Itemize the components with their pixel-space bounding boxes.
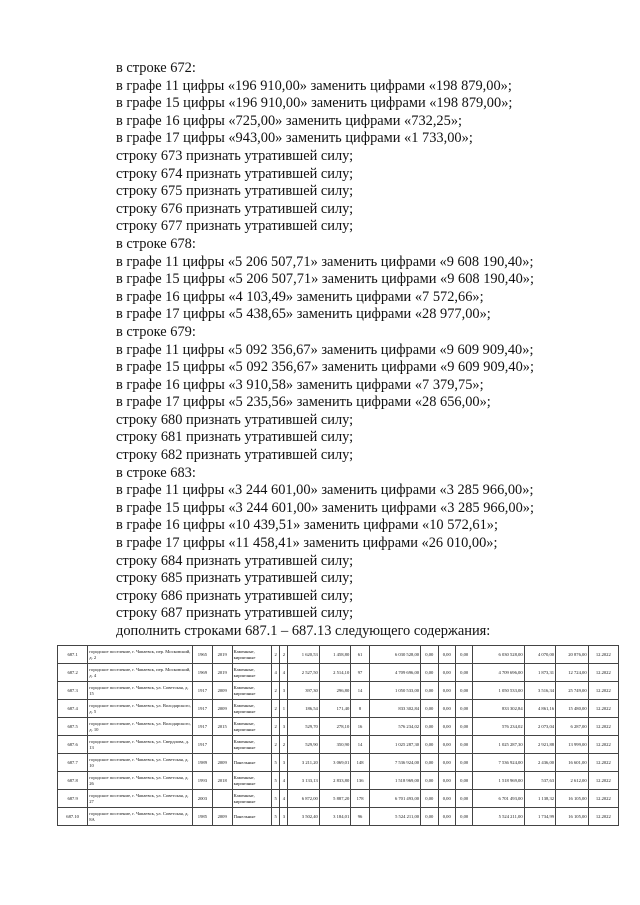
table-cell: 4	[280, 790, 288, 808]
table-cell: 2 833,80	[319, 772, 350, 790]
table-cell: 3 069,01	[319, 754, 350, 772]
table-cell: 97	[351, 664, 370, 682]
table-cell: 12.2022	[588, 682, 618, 700]
table-cell: 12.2022	[588, 790, 618, 808]
table-cell: 296,80	[319, 682, 350, 700]
table-cell: 0,00	[438, 736, 455, 754]
table-row	[58, 754, 619, 772]
table-cell: 2 527,50	[288, 664, 319, 682]
table-cell: 2 073,04	[524, 718, 555, 736]
text-line: в графе 15 цифры «3 244 601,00» заменить цифрами «3 285 966,00»;	[116, 499, 534, 516]
table-cell: 2 514,10	[319, 664, 350, 682]
table-cell: 1 138,32	[524, 790, 555, 808]
table-cell: 6 701 493,00	[473, 790, 524, 808]
table-cell: 6 701 493,00	[369, 790, 420, 808]
table-cell	[212, 790, 232, 808]
table-cell: 687.7	[58, 754, 88, 772]
table-cell: городское поселение, г. Чапаевск, ул. Советская, д. 27	[88, 790, 193, 808]
text-line: строку 680 признать утратившей силу;	[116, 411, 354, 428]
table-cell: 4 709 696,00	[473, 664, 524, 682]
table-cell: 687.9	[58, 790, 88, 808]
table-cell: 0,00	[438, 700, 455, 718]
table-cell: городское поселение, г. Чапаевск, ул. Советская, д. 15	[88, 682, 193, 700]
table-cell: 0,00	[455, 772, 472, 790]
text-line: в строке 678:	[116, 235, 196, 252]
table-cell: 16	[351, 718, 370, 736]
table-cell: 1917	[193, 718, 213, 736]
text-line: в графе 17 цифры «5 438,65» заменить цифрами «28 977,00»;	[116, 306, 491, 323]
table-cell: 833 302,84	[369, 700, 420, 718]
table-cell: 12.2022	[588, 736, 618, 754]
table-cell: 12.2022	[588, 754, 618, 772]
table-cell: 2009	[212, 754, 232, 772]
text-line: в графе 17 цифры «943,00» заменить цифрами «1 733,00»;	[116, 130, 473, 147]
table-cell: 0,00	[455, 682, 472, 700]
table-cell: городское поселение, г. Чапаевск, ул. Володарского, д. 10	[88, 718, 193, 736]
table-cell: городское поселение, г. Чапаевск, ул. Свердлова, д. 13	[88, 736, 193, 754]
table-row	[58, 718, 619, 736]
amendment-text	[116, 60, 616, 641]
table-cell: Каменные, кирпичные	[232, 736, 272, 754]
table-cell: 0,00	[455, 700, 472, 718]
table-cell: 178	[351, 790, 370, 808]
table-cell: 1 458,80	[319, 646, 350, 664]
table-cell: 687.2	[58, 664, 88, 682]
table-cell: 0,00	[455, 718, 472, 736]
table-row	[58, 772, 619, 790]
table-cell: 5	[272, 754, 280, 772]
table-cell: Каменные, кирпичные	[232, 664, 272, 682]
table-cell: 1989	[193, 754, 213, 772]
text-line: в графе 16 цифры «4 103,49» заменить цифрами «7 572,66»;	[116, 288, 484, 305]
table-cell: 2019	[212, 646, 232, 664]
text-line: строку 675 признать утратившей силу;	[116, 183, 354, 200]
table-row	[58, 646, 619, 664]
table-cell: 0,00	[421, 718, 438, 736]
table-cell: 687.1	[58, 646, 88, 664]
text-line: в графе 16 цифры «3 910,58» заменить цифрами «7 379,75»;	[116, 376, 484, 393]
table-cell: 350,90	[319, 736, 350, 754]
table-cell: 2015	[212, 718, 232, 736]
table-cell: Каменные, кирпичные	[232, 646, 272, 664]
table-cell: 0,00	[438, 646, 455, 664]
table-cell: 0,00	[421, 808, 438, 826]
table-cell: 0,00	[455, 736, 472, 754]
table-cell: 2003	[193, 790, 213, 808]
table-cell: 171,40	[319, 700, 350, 718]
table-cell: 2	[272, 646, 280, 664]
table-cell: 0,00	[455, 664, 472, 682]
table-cell: 3	[280, 682, 288, 700]
table-cell: 278,10	[319, 718, 350, 736]
table-cell: 687.6	[58, 736, 88, 754]
table-cell: 397,30	[288, 682, 319, 700]
table-cell: 13 999,00	[556, 736, 589, 754]
table-cell: 0,00	[438, 754, 455, 772]
table-cell: 3	[280, 808, 288, 826]
table-cell: 0,00	[438, 808, 455, 826]
table-cell: 2 436,00	[524, 754, 555, 772]
text-line: в строке 679:	[116, 323, 196, 340]
text-line: в графе 17 цифры «11 458,41» заменить цифрами «26 010,00»;	[116, 535, 498, 552]
table-cell: 4	[280, 664, 288, 682]
table-cell: 529,70	[288, 718, 319, 736]
table-cell: городское поселение, г. Чапаевск, пер. Московский, д. 2	[88, 646, 193, 664]
table-cell: 25 749,00	[556, 682, 589, 700]
table-cell: 5 887,20	[319, 790, 350, 808]
table-row	[58, 682, 619, 700]
table-cell: 0,00	[421, 736, 438, 754]
table-cell: 3 502,40	[288, 808, 319, 826]
table-cell: 0,00	[455, 754, 472, 772]
table-cell: 1969	[193, 664, 213, 682]
table-cell: 2009	[212, 700, 232, 718]
table-row	[58, 808, 619, 826]
table-cell: 20 876,00	[556, 646, 589, 664]
housing-table	[57, 645, 619, 826]
table-cell: 5	[272, 808, 280, 826]
table-cell: 1965	[193, 646, 213, 664]
table-cell: 0,00	[455, 808, 472, 826]
text-line: в графе 15 цифры «5 092 356,67» заменить цифрами «9 609 909,40»;	[116, 359, 534, 376]
text-line: строку 676 признать утратившей силу;	[116, 200, 354, 217]
table-cell: 1 873,31	[524, 664, 555, 682]
table-cell: 537,63	[524, 772, 555, 790]
text-line: строку 674 признать утратившей силу;	[116, 165, 354, 182]
table-cell: 2019	[212, 664, 232, 682]
table-cell: 14	[351, 682, 370, 700]
text-line: строку 686 признать утратившей силу;	[116, 587, 354, 604]
table-cell: 186,54	[288, 700, 319, 718]
table-cell: 0,00	[421, 664, 438, 682]
text-line: строку 682 признать утратившей силу;	[116, 447, 354, 464]
table-cell: Панельные	[232, 808, 272, 826]
table-cell: городское поселение, г. Чапаевск, ул. Володарского, д. 5	[88, 700, 193, 718]
table-cell: 1917	[193, 736, 213, 754]
table-cell: 4	[272, 664, 280, 682]
table-cell: 2	[280, 646, 288, 664]
table-cell: Каменные, кирпичные	[232, 718, 272, 736]
table-cell: Каменные, кирпичные	[232, 700, 272, 718]
text-line: в графе 15 цифры «5 206 507,71» заменить цифрами «9 608 190,40»;	[116, 271, 534, 288]
table-cell: 2009	[212, 682, 232, 700]
table-cell: 2 612,00	[556, 772, 589, 790]
table-cell: 2009	[212, 808, 232, 826]
text-line: дополнить строками 687.1 – 687.13 следующего содержания:	[116, 623, 491, 639]
table-row	[58, 664, 619, 682]
table-cell: 8	[351, 700, 370, 718]
text-line: строку 673 признать утратившей силу;	[116, 147, 354, 164]
table-cell: 1917	[193, 700, 213, 718]
table-cell: 136	[351, 772, 370, 790]
table-cell: 16 601,00	[556, 754, 589, 772]
table-cell: 1 518 969,00	[473, 772, 524, 790]
table-cell: 1 734,99	[524, 808, 555, 826]
table-cell: Панельные	[232, 754, 272, 772]
text-line: в графе 17 цифры «5 235,56» заменить цифрами «28 656,00»;	[116, 394, 491, 411]
table-cell: городское поселение, г. Чапаевск, ул. Советская, д. 8А	[88, 808, 193, 826]
table-cell: 6 872,00	[288, 790, 319, 808]
table-cell: 0,00	[455, 646, 472, 664]
table-cell: 2 921,88	[524, 736, 555, 754]
table-cell: 687.4	[58, 700, 88, 718]
text-line: в графе 16 цифры «725,00» заменить цифрами «732,25»;	[116, 112, 463, 129]
table-cell: 576 234,02	[473, 718, 524, 736]
table-cell: 12.2022	[588, 772, 618, 790]
text-line: в графе 11 цифры «196 910,00» заменить цифрами «198 879,00»;	[116, 77, 512, 94]
table-cell: 14	[351, 736, 370, 754]
table-cell: 1 620,53	[288, 646, 319, 664]
table-cell: 4 861,16	[524, 700, 555, 718]
table-cell: городское поселение, г. Чапаевск, ул. Советская, д. 26	[88, 772, 193, 790]
table-cell: 12.2022	[588, 646, 618, 664]
table-cell: 7 536 924,00	[473, 754, 524, 772]
text-line: в графе 16 цифры «10 439,51» заменить цифрами «10 572,61»;	[116, 517, 498, 534]
table-cell: 2	[272, 682, 280, 700]
table-cell: 529,90	[288, 736, 319, 754]
table-cell: 0,00	[455, 790, 472, 808]
table-cell: 6 030 528,00	[473, 646, 524, 664]
text-line: в строке 683:	[116, 464, 196, 481]
table-cell: 5	[272, 772, 280, 790]
table-cell: городское поселение, г. Чапаевск, пер. Московский, д. 4	[88, 664, 193, 682]
table-cell: 833 302,84	[473, 700, 524, 718]
table-cell: 0,00	[421, 646, 438, 664]
table-cell: 0,00	[438, 790, 455, 808]
table-cell: 12.2022	[588, 718, 618, 736]
table-cell: 687.3	[58, 682, 88, 700]
table-cell: 1 050 533,00	[369, 682, 420, 700]
text-line: в графе 11 цифры «5 206 507,71» заменить цифрами «9 608 190,40»;	[116, 253, 534, 270]
table-cell: 2	[272, 718, 280, 736]
table-cell: 148	[351, 754, 370, 772]
table-cell: 3 516,34	[524, 682, 555, 700]
table-cell: 687.10	[58, 808, 88, 826]
text-line: строку 684 признать утратившей силу;	[116, 552, 354, 569]
table-cell: 7 536 924,00	[369, 754, 420, 772]
table-cell: 0,00	[438, 718, 455, 736]
table-cell: 5	[272, 790, 280, 808]
table-cell: 0,00	[438, 682, 455, 700]
table-cell: 96	[351, 808, 370, 826]
text-line: строку 685 признать утратившей силу;	[116, 570, 354, 587]
table-cell: 4	[280, 772, 288, 790]
table-cell: 3	[280, 754, 288, 772]
table-cell: 1 518 969,00	[369, 772, 420, 790]
table-cell: 0,00	[438, 664, 455, 682]
table-cell: 12.2022	[588, 664, 618, 682]
table-cell: 687.5	[58, 718, 88, 736]
table-cell: 0,00	[421, 790, 438, 808]
table-cell: 16 105,00	[556, 808, 589, 826]
table-cell: 4 070,00	[524, 646, 555, 664]
table-cell: 16 105,00	[556, 790, 589, 808]
table-cell	[212, 736, 232, 754]
text-line: в графе 15 цифры «196 910,00» заменить цифрами «198 879,00»;	[116, 95, 513, 112]
table-cell: 6 287,00	[556, 718, 589, 736]
table-row	[58, 736, 619, 754]
text-line: строку 681 признать утратившей силу;	[116, 429, 354, 446]
table-cell: 3 184,01	[319, 808, 350, 826]
table-cell: 576 234,02	[369, 718, 420, 736]
table-cell: 2018	[212, 772, 232, 790]
text-line: в графе 11 цифры «3 244 601,00» заменить цифрами «3 285 966,00»;	[116, 482, 534, 499]
table-cell: 687.8	[58, 772, 88, 790]
table-cell: 4 709 696,00	[369, 664, 420, 682]
table-cell: Каменные, кирпичные	[232, 682, 272, 700]
table-cell: 2	[280, 736, 288, 754]
table-cell: 0,00	[421, 772, 438, 790]
table-cell: 5 524 211,00	[473, 808, 524, 826]
table-cell: городское поселение, г. Чапаевск, ул. Советская, д. 10	[88, 754, 193, 772]
table-cell: 1993	[193, 772, 213, 790]
table-cell: 2	[272, 736, 280, 754]
table-cell: 15 480,00	[556, 700, 589, 718]
table-row	[58, 700, 619, 718]
table-cell: 1 025 287,30	[369, 736, 420, 754]
table-cell: 12.2022	[588, 808, 618, 826]
table-cell: 12 724,00	[556, 664, 589, 682]
table-cell: 2	[272, 700, 280, 718]
table-cell: 0,00	[421, 700, 438, 718]
table-cell: 1917	[193, 682, 213, 700]
table-cell: 5 524 211,00	[369, 808, 420, 826]
table-cell: 1 050 533,00	[473, 682, 524, 700]
table-cell: 0,00	[421, 682, 438, 700]
table-cell: 0,00	[438, 772, 455, 790]
table-cell: 3 133,13	[288, 772, 319, 790]
table-cell: Каменные, кирпичные	[232, 790, 272, 808]
text-line: строку 687 признать утратившей силу;	[116, 605, 354, 622]
table-cell: 1 025 287,30	[473, 736, 524, 754]
table-cell: 3 211,20	[288, 754, 319, 772]
table-cell: 6 030 528,00	[369, 646, 420, 664]
table-cell: 1	[280, 700, 288, 718]
table-cell: Каменные, кирпичные	[232, 772, 272, 790]
table-cell: 3	[280, 718, 288, 736]
table-cell: 0,00	[421, 754, 438, 772]
text-line: в строке 672:	[116, 60, 196, 76]
table-cell: 1985	[193, 808, 213, 826]
table-cell: 61	[351, 646, 370, 664]
text-line: в графе 11 цифры «5 092 356,67» заменить цифрами «9 609 909,40»;	[116, 341, 534, 358]
table-row	[58, 790, 619, 808]
text-line: строку 677 признать утратившей силу;	[116, 218, 354, 235]
table-cell: 12.2022	[588, 700, 618, 718]
